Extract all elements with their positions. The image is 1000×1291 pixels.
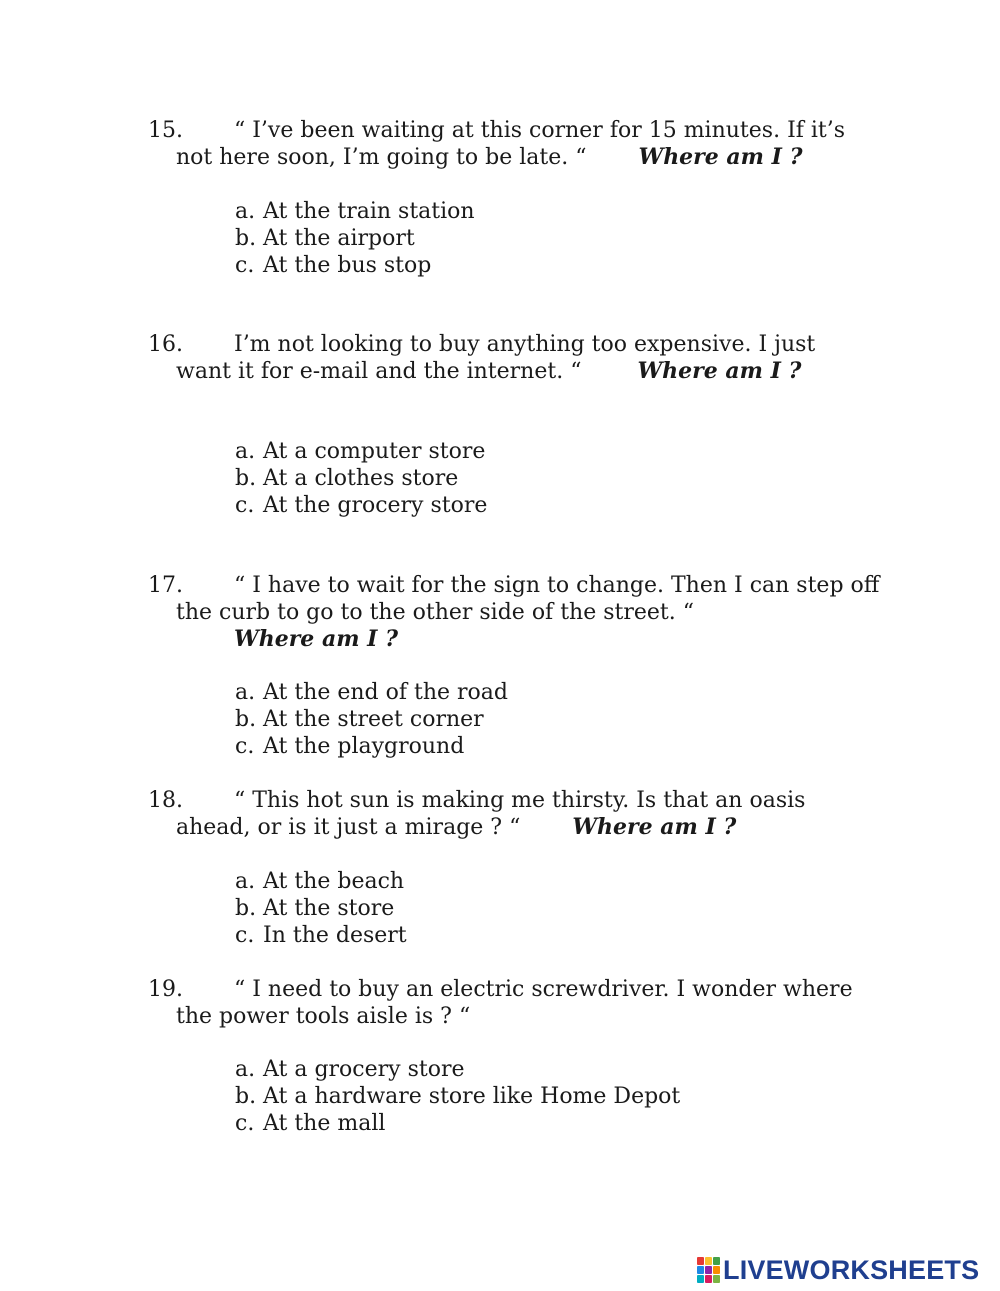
logo-mark-square [713,1275,720,1283]
question-17 [148,572,908,653]
answer-options-17 [235,679,508,760]
logo-mark-square [697,1257,704,1265]
logo-mark-square [705,1257,712,1265]
answer-options-18 [235,868,407,949]
question-text-line2: ahead, or is it just a mirage ? “ [176,815,521,840]
question-text-line2: the power tools aisle is ? “ [176,1004,471,1029]
question-number: 19. [148,977,183,1002]
answer-option[interactable]: c. At the mall [235,1111,386,1136]
logo-mark-square [713,1257,720,1265]
answer-option[interactable]: a. At a grocery store [235,1057,465,1082]
question-text-line1: “ This hot sun is making me thirsty. Is that an oasis [234,788,806,813]
liveworksheets-logo-icon [697,1257,719,1283]
answer-option[interactable]: c. At the bus stop [235,253,432,278]
question-number: 15. [148,118,183,143]
where-am-i-prompt: Where am I ? [234,626,398,652]
where-am-i-prompt: Where am I ? [637,358,802,384]
logo-text: LIVEWORKSHEETS [723,1254,980,1285]
question-19 [148,976,908,1030]
answer-options-19 [235,1056,680,1137]
answer-option[interactable]: b. At the street corner [235,707,484,732]
answer-options-16 [235,438,487,519]
answer-option[interactable]: c. In the desert [235,923,407,948]
answer-options-15 [235,198,475,279]
answer-option[interactable]: b. At the airport [235,226,415,251]
where-am-i-prompt: Where am I ? [638,144,803,170]
liveworksheets-logo [697,1254,979,1286]
answer-option[interactable]: b. At a clothes store [235,466,459,491]
logo-mark-square [705,1266,712,1274]
answer-option[interactable]: a. At the beach [235,869,405,894]
answer-option[interactable]: b. At a hardware store like Home Depot [235,1084,681,1109]
logo-mark-square [697,1275,704,1283]
question-number: 16. [148,332,183,357]
question-number: 18. [148,788,183,813]
where-am-i-prompt: Where am I ? [572,814,737,840]
answer-option[interactable]: b. At the store [235,896,395,921]
question-15 [148,117,908,171]
question-text-line2: not here soon, I’m going to be late. “ [176,145,587,170]
question-number: 17. [148,573,183,598]
question-18 [148,787,908,841]
question-text-line2: the curb to go to the other side of the street. “ [176,600,694,625]
question-text-line1: I’m not looking to buy anything too expensive. I just [234,332,816,357]
answer-option[interactable]: a. At a computer store [235,439,486,464]
answer-option[interactable]: a. At the end of the road [235,680,508,705]
answer-option[interactable]: c. At the playground [235,734,465,759]
logo-mark-square [697,1266,704,1274]
answer-option[interactable]: a. At the train station [235,199,475,224]
logo-mark-square [713,1266,720,1274]
answer-option[interactable]: c. At the grocery store [235,493,488,518]
question-16 [148,331,908,385]
question-text-line2: want it for e-mail and the internet. “ [176,359,582,384]
question-text-line1: “ I’ve been waiting at this corner for 15 minutes. If it’s [234,118,846,143]
question-text-line1: “ I have to wait for the sign to change. Then I can step off [234,573,880,598]
logo-mark-square [705,1275,712,1283]
question-text-line1: “ I need to buy an electric screwdriver. I wonder where [234,977,853,1002]
